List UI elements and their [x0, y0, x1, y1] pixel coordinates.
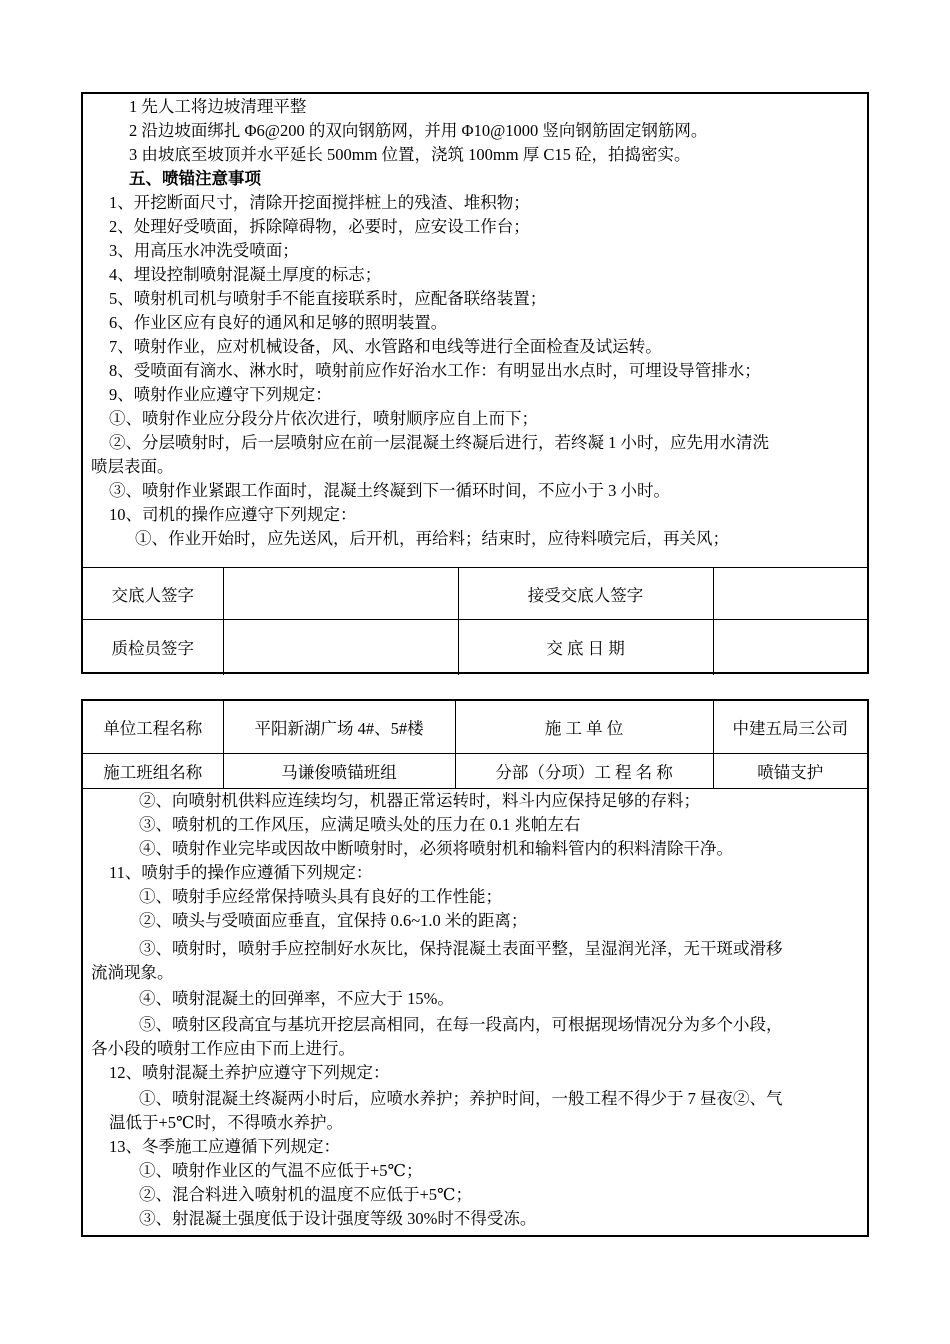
contractor-value: 中建五局三公司	[713, 701, 867, 753]
team-value: 马谦俊喷锚班组	[223, 753, 455, 788]
receiver-signature-label: 接受交底人签字	[458, 568, 713, 620]
list-item-continuation: 喷层表面。	[91, 457, 174, 476]
list-item: ②、喷头与受喷面应垂直，宜保持 0.6~1.0 米的距离；	[139, 911, 528, 930]
list-item: 12、喷射混凝土养护应遵守下列规定：	[109, 1063, 390, 1082]
list-item-continuation: 各小段的喷射工作应由下而上进行。	[91, 1039, 355, 1058]
list-item: ①、作业开始时，应先送风，后开机，再给料；结束时，应待料喷完后，再关风；	[135, 529, 729, 548]
list-item-continuation: 流淌现象。	[91, 963, 174, 982]
list-item: 3、用高压水冲洗受喷面；	[109, 241, 299, 260]
signature-table	[83, 567, 867, 675]
list-item: ②、向喷射机供料应连续均匀，机器正常运转时，料斗内应保持足够的存料；	[139, 791, 700, 810]
list-item: 13、冬季施工应遵循下列规定：	[109, 1137, 340, 1156]
technical-disclosure-page-2	[81, 699, 869, 1237]
contractor-label: 施 工 单 位	[455, 701, 713, 753]
list-item: 6、作业区应有良好的通风和足够的照明装置。	[109, 313, 448, 332]
team-label: 施工班组名称	[83, 753, 223, 788]
disclosure-date-field[interactable]	[713, 620, 867, 675]
list-item-continuation: 温低于+5℃时，不得喷水养护。	[109, 1113, 344, 1132]
receiver-signature-field[interactable]	[713, 568, 867, 620]
list-item: ②、混合料进入喷射机的温度不应低于+5℃；	[139, 1185, 473, 1204]
unit-project-label: 单位工程名称	[83, 701, 223, 753]
subproject-value: 喷锚支护	[713, 753, 867, 788]
section-heading: 五、喷锚注意事项	[129, 169, 261, 188]
list-item: ⑤、喷射区段高宜与基坑开挖层高相同，在每一段高内，可根据现场情况分为多个小段，	[139, 1015, 783, 1034]
list-item: ④、喷射混凝土的回弹率，不应大于 15%。	[139, 989, 454, 1008]
list-item: ①、喷射作业应分段分片依次进行，喷射顺序应自上而下；	[109, 409, 538, 428]
list-item: 7、喷射作业，应对机械设备，风、水管路和电线等进行全面检查及试运转。	[109, 337, 662, 356]
subproject-label: 分部（分项）工 程 名 称	[455, 753, 713, 788]
disclosure-date-label: 交 底 日 期	[458, 620, 713, 675]
list-item: 8、受喷面有滴水、淋水时，喷射前应作好治水工作：有明显出水点时，可埋设导管排水；	[109, 361, 761, 380]
list-item: 1、开挖断面尺寸，清除开挖面搅拌桩上的残渣、堆积物；	[109, 193, 530, 212]
list-item: 4、埋设控制喷射混凝土厚度的标志；	[109, 265, 382, 284]
technical-disclosure-page-1	[81, 92, 869, 674]
list-item: 11、喷射手的操作应遵循下列规定：	[109, 863, 373, 882]
list-item: ①、喷射作业区的气温不应低于+5℃；	[139, 1161, 423, 1180]
list-item: ③、喷射时，喷射手应控制好水灰比，保持混凝土表面平整，呈湿润光泽，无干斑或滑移	[139, 939, 783, 958]
project-info-table	[83, 701, 867, 789]
text-line: 3 由坡底至坡顶并水平延长 500mm 位置，浇筑 100mm 厚 C15 砼，拍捣密实。	[129, 145, 691, 164]
list-item: ③、喷射机的工作风压，应满足喷头处的压力在 0.1 兆帕左右	[139, 815, 581, 834]
text-line: 2 沿边坡面绑扎 Φ6@200 的双向钢筋网，并用 Φ10@1000 竖向钢筋固定钢筋网。	[129, 121, 708, 140]
qc-signature-field[interactable]	[223, 620, 458, 675]
unit-project-value: 平阳新湖广场 4#、5#楼	[223, 701, 455, 753]
qc-signature-label: 质检员签字	[83, 620, 223, 675]
list-item: ②、分层喷射时，后一层喷射应在前一层混凝土终凝后进行，若终凝 1 小时，应先用水清洗	[109, 433, 769, 452]
list-item: ③、射混凝土强度低于设计强度等级 30%时不得受冻。	[139, 1209, 537, 1228]
list-item: 9、喷射作业应遵守下列规定：	[109, 385, 332, 404]
list-item: ③、喷射作业紧跟工作面时，混凝土终凝到下一循环时间，不应小于 3 小时。	[109, 481, 670, 500]
handover-signature-field[interactable]	[223, 568, 458, 620]
list-item: 2、处理好受喷面，拆除障碍物，必要时，应安设工作台；	[109, 217, 530, 236]
list-item: 5、喷射机司机与喷射手不能直接联系时，应配备联络装置；	[109, 289, 547, 308]
list-item: 10、司机的操作应遵守下列规定：	[109, 505, 357, 524]
text-line: 1 先人工将边坡清理平整	[129, 97, 307, 116]
handover-signature-label: 交底人签字	[83, 568, 223, 620]
list-item: ①、喷射手应经常保持喷头具有良好的工作性能；	[139, 887, 502, 906]
list-item: ④、喷射作业完毕或因故中断喷射时，必须将喷射机和输料管内的积料清除干净。	[139, 839, 733, 858]
list-item: ①、喷射混凝土终凝两小时后，应喷水养护；养护时间，一般工程不得少于 7 昼夜②、气	[139, 1089, 783, 1108]
